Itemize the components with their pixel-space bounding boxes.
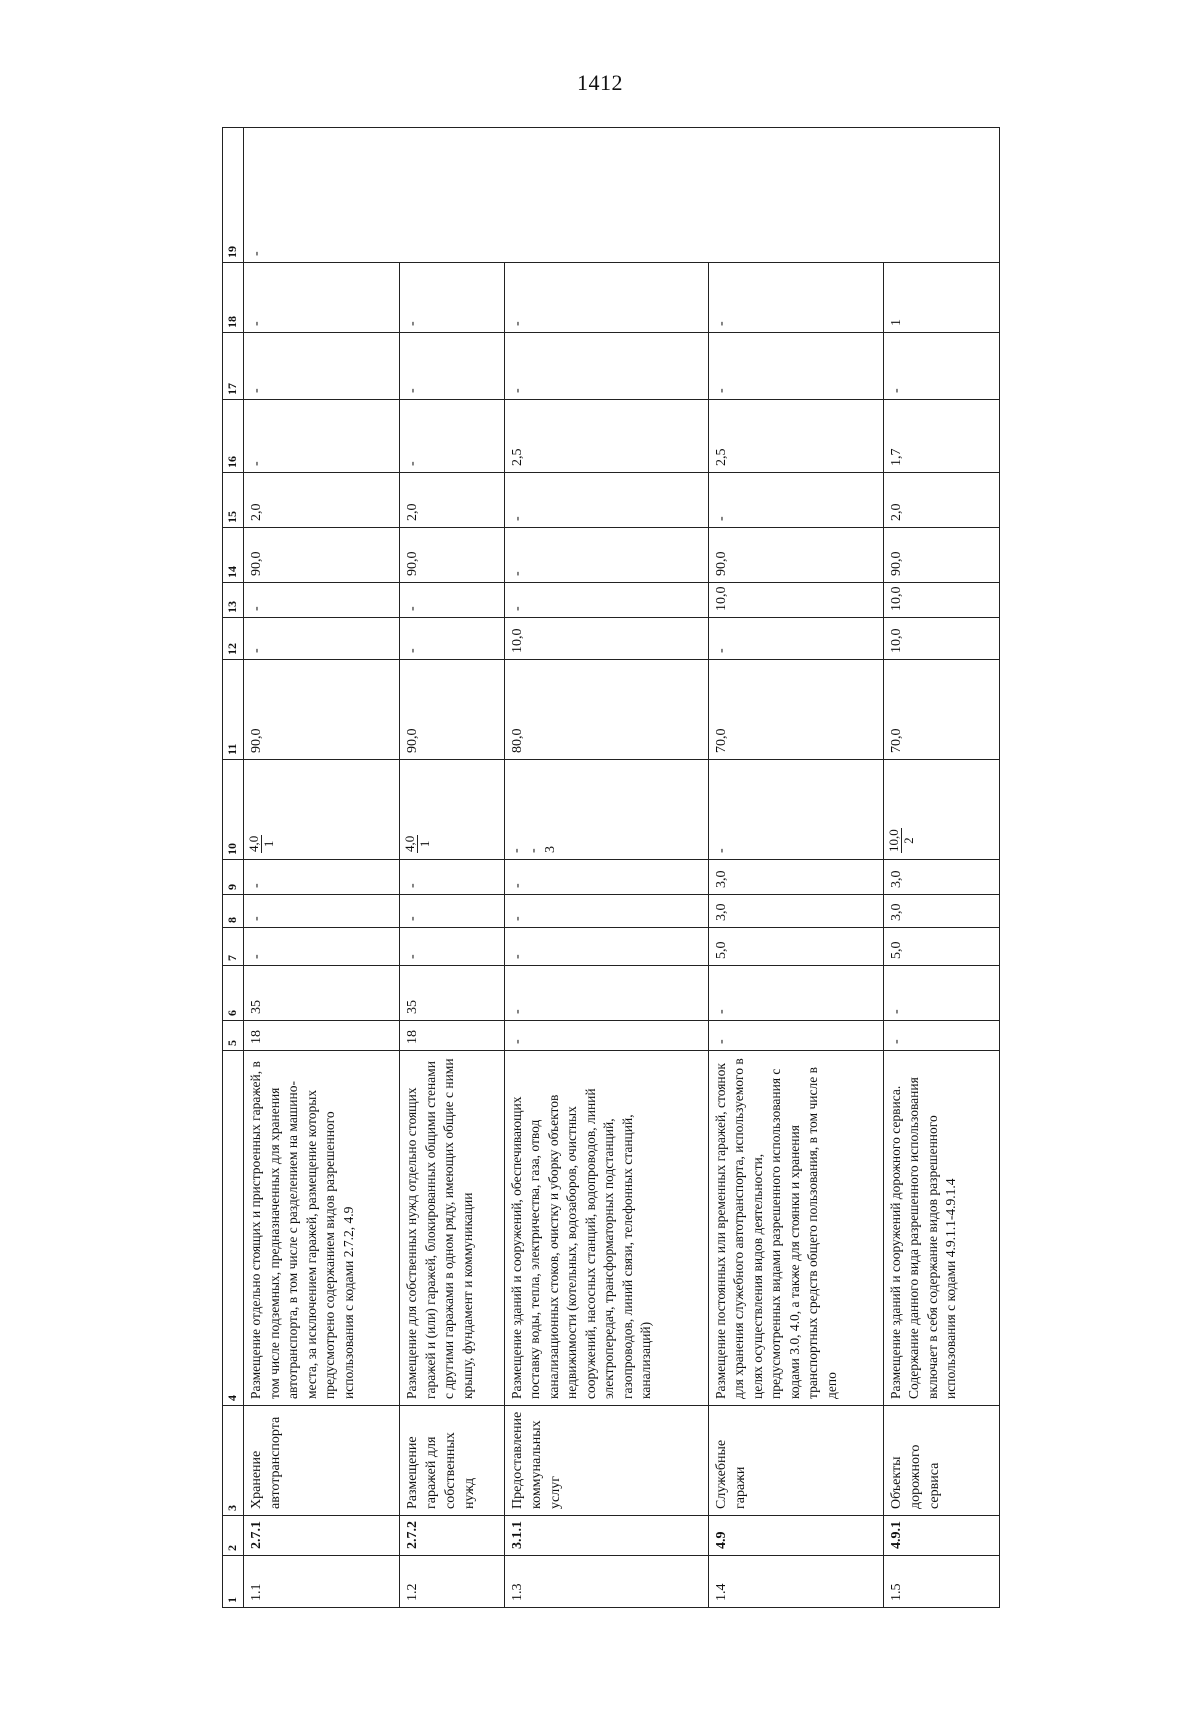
use-code-text: 3.1.1 [509, 1521, 525, 1549]
column-header: 5 [223, 1021, 244, 1051]
column-header: 16 [223, 400, 244, 473]
cell: 90,0 [400, 660, 505, 760]
cell: - [504, 528, 708, 583]
cell: 70,0 [708, 660, 883, 760]
fraction [887, 828, 916, 853]
cell: 90,0 [400, 528, 505, 583]
cell: - [400, 618, 505, 660]
use-name: Служебные гаражи [708, 1406, 883, 1516]
cell: - [400, 263, 505, 333]
cell: 2,0 [400, 473, 505, 528]
cell: - [708, 263, 883, 333]
row-number: 1.1 [244, 1556, 400, 1608]
cell: 18 [244, 1021, 400, 1051]
column-header: 14 [223, 528, 244, 583]
column-header: 10 [223, 760, 244, 860]
use-code [244, 1516, 400, 1556]
cell: - [244, 263, 400, 333]
cell: - [400, 895, 505, 928]
cell: - [244, 583, 400, 618]
cell: 90,0 [244, 528, 400, 583]
cell-stack [504, 760, 708, 860]
use-name: Предоставление коммунальных услуг [504, 1406, 708, 1516]
cell: 80,0 [504, 660, 708, 760]
cell: - [708, 1021, 883, 1051]
use-description: Размещение постоянных или временных гаражей, стоянок для хранения служебного автотранспорта, используемого в целях осуществления видов деятельности, предусмотренных видами разрешенного использования с кодами 3.0, 4.0, а также для стоянки и хранения транспортных средств общего пользования, в том числе в депо [708, 1051, 883, 1406]
row-number: 1.3 [504, 1556, 708, 1608]
cell: - [883, 333, 999, 400]
fraction-numerator: 4,0 [402, 835, 418, 852]
column-header: 8 [223, 895, 244, 928]
cell: - [708, 966, 883, 1021]
table-row [244, 128, 400, 1608]
column-header: 19 [223, 128, 244, 263]
cell: - [400, 583, 505, 618]
cell-fraction [883, 760, 999, 860]
cell: - [244, 618, 400, 660]
cell: - [244, 895, 400, 928]
cell: 3,0 [883, 860, 999, 895]
cell: 10,0 [883, 618, 999, 660]
use-code-text: 2.7.1 [249, 1521, 264, 1549]
cell: - [708, 333, 883, 400]
column-header: 13 [223, 583, 244, 618]
cell: 10,0 [708, 583, 883, 618]
cell-fraction [400, 760, 505, 860]
cell: 90,0 [244, 660, 400, 760]
cell: 3,0 [708, 860, 883, 895]
cell: 5,0 [883, 928, 999, 966]
use-name: Объекты дорожного сервиса [883, 1406, 999, 1516]
cell: 10,0 [883, 583, 999, 618]
fraction [403, 835, 432, 853]
fraction [247, 835, 276, 853]
column-header: 9 [223, 860, 244, 895]
table-row [504, 128, 708, 1608]
zoning-parameters-table [222, 127, 1000, 1608]
cell: 35 [244, 966, 400, 1021]
table-row [708, 128, 883, 1608]
cell: 2,5 [504, 400, 708, 473]
cell: - [244, 928, 400, 966]
cell: - [504, 1021, 708, 1051]
column-header: 7 [223, 928, 244, 966]
table-row [400, 128, 505, 1608]
fraction-numerator: 10,0 [885, 829, 901, 852]
use-description: Размещение отдельно стоящих и пристроенных гаражей, в том числе подземных, предназначенных для хранения автотранспорта, в том числе с разделением на машино-места, за исключением гаражей, размещение которых предусмотрено содержанием видов разрешенного использования с кодами 2.7.2, 4.9 [244, 1051, 400, 1406]
column-header: 3 [223, 1406, 244, 1516]
cell: 1,7 [883, 400, 999, 473]
cell: - [400, 333, 505, 400]
cell: - [708, 473, 883, 528]
cell: - [504, 263, 708, 333]
column-header: 11 [223, 660, 244, 760]
cell: 70,0 [883, 660, 999, 760]
cell: - [708, 760, 883, 860]
column-header: 6 [223, 966, 244, 1021]
cell: 2,0 [883, 473, 999, 528]
fraction-denominator: 2 [900, 837, 916, 844]
fraction-denominator: 1 [261, 840, 276, 848]
stack-line: - [525, 848, 541, 853]
column-header: 4 [223, 1051, 244, 1406]
cell: 10,0 [504, 618, 708, 660]
row-number: 1.5 [883, 1556, 999, 1608]
use-code [400, 1516, 505, 1556]
cell: - [504, 860, 708, 895]
cell: 5,0 [708, 928, 883, 966]
cell-fraction [244, 760, 400, 860]
cell: - [883, 1021, 999, 1051]
cell: 90,0 [883, 528, 999, 583]
cell: - [504, 895, 708, 928]
cell: - [400, 860, 505, 895]
fraction-numerator: 4,0 [246, 835, 261, 852]
use-name: Размещение гаражей для собственных нужд [400, 1406, 505, 1516]
use-code [883, 1516, 999, 1556]
cell: - [504, 473, 708, 528]
column-header: 18 [223, 263, 244, 333]
use-name: Хранение автотранспорта [244, 1406, 400, 1516]
column-header: 17 [223, 333, 244, 400]
column-header: 1 [223, 1556, 244, 1608]
cell: - [244, 128, 1000, 263]
use-description: Размещение для собственных нужд отдельно стоящих гаражей и (или) гаражей, блокированных общими стенами с другими гаражами в одном ряду, имеющих общие с ними крышу, фундамент и коммуникации [400, 1051, 505, 1406]
cell: 1 [883, 263, 999, 333]
page-number: 1412 [577, 70, 623, 95]
row-number: 1.4 [708, 1556, 883, 1608]
use-description: Размещение зданий и сооружений дорожного сервиса. Содержание данного вида разрешенного использования включает в себя содержание видов разрешенного использования с кодами 4.9.1.1-4.9.1.4 [883, 1051, 999, 1406]
cell: - [244, 860, 400, 895]
column-header: 2 [223, 1516, 244, 1556]
cell: - [708, 618, 883, 660]
use-code-text: 2.7.2 [405, 1521, 421, 1549]
header-row [223, 128, 244, 1608]
cell: 35 [400, 966, 505, 1021]
fraction-denominator: 1 [417, 840, 433, 848]
use-code-text: 4.9 [713, 1531, 729, 1549]
cell: - [504, 928, 708, 966]
column-header: 15 [223, 473, 244, 528]
cell: - [400, 400, 505, 473]
cell: 2,0 [244, 473, 400, 528]
cell: - [504, 333, 708, 400]
cell: 2,5 [708, 400, 883, 473]
cell: 90,0 [708, 528, 883, 583]
table-row [883, 128, 999, 1608]
column-header: 12 [223, 618, 244, 660]
cell: 3,0 [883, 895, 999, 928]
zoning-parameters-table-rotated [222, 128, 1000, 1608]
cell: - [400, 928, 505, 966]
cell: - [504, 966, 708, 1021]
cell: 18 [400, 1021, 505, 1051]
cell: - [883, 966, 999, 1021]
cell: 3,0 [708, 895, 883, 928]
use-code [504, 1516, 708, 1556]
cell: - [244, 333, 400, 400]
cell: - [504, 583, 708, 618]
stack-line: - [508, 848, 524, 853]
cell: - [244, 400, 400, 473]
stack-line: 3 [542, 846, 558, 853]
row-number: 1.2 [400, 1556, 505, 1608]
use-code [708, 1516, 883, 1556]
use-code-text: 4.9.1 [888, 1521, 904, 1549]
use-description: Размещение зданий и сооружений, обеспечивающих поставку воды, тепла, электричества, газа, отвод канализационных стоков, очистку и уборку объектов недвижимости (котельных, водозаборов, очистных сооружений, насосных станций, водопроводов, линий электропередач, трансформаторных подстанций, газопроводов, линий связи, телефонных станций, канализаций) [504, 1051, 708, 1406]
